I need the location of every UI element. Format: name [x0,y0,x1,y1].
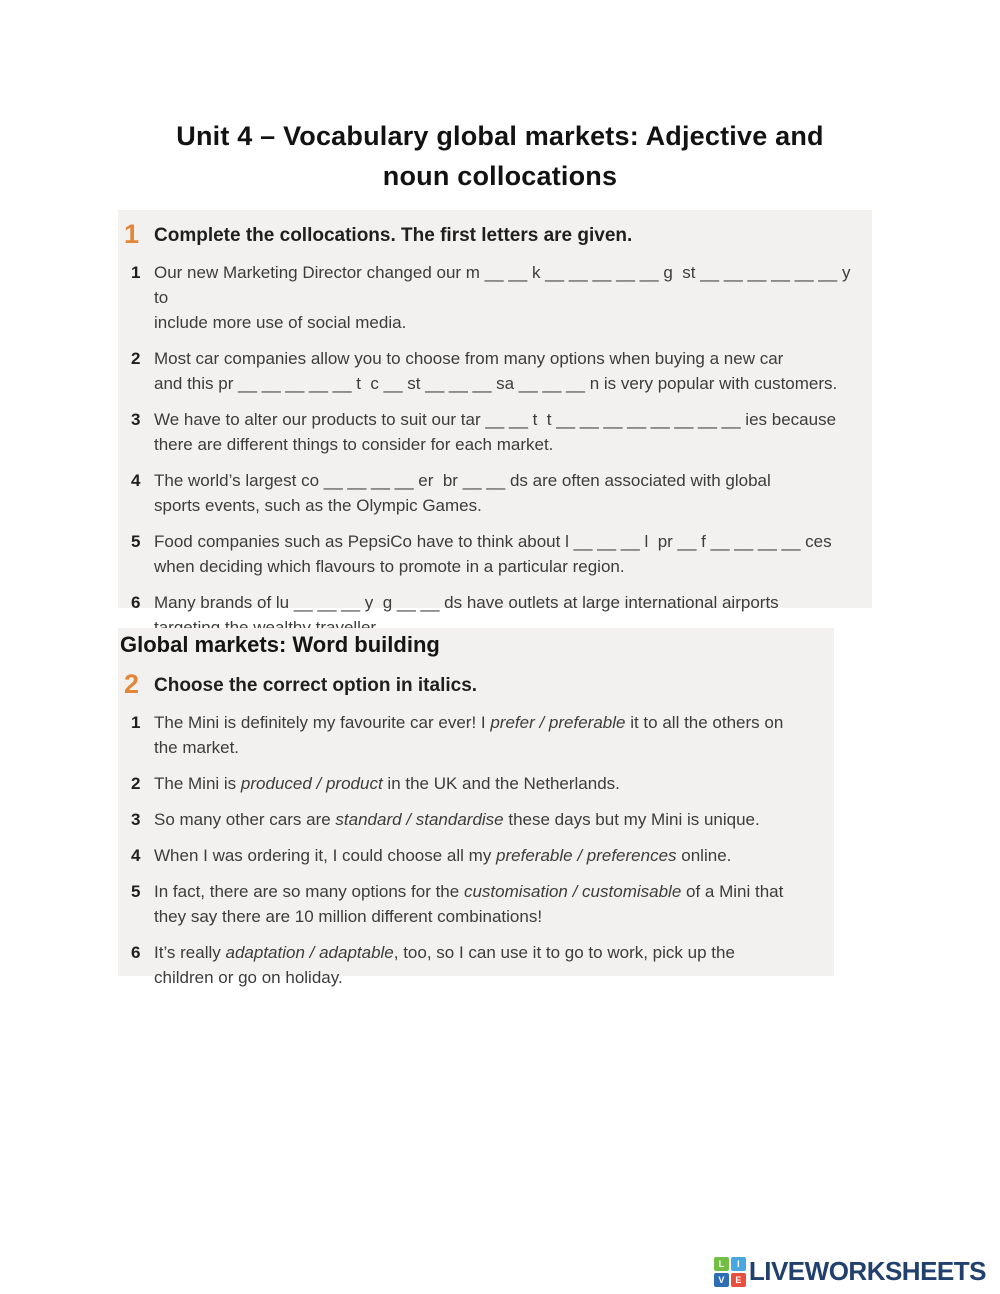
item-line [154,843,731,868]
item-line [154,904,783,929]
italic-option-choice[interactable]: prefer / preferable [490,713,626,732]
collocation-item [118,346,858,396]
liveworksheets-wordmark: LIVEWORKSHEETS [748,1256,986,1286]
page-title-line2: noun collocations [382,161,618,191]
item-line: Food companies such as PepsiCo have to think about l __ __ __ l pr __ f __ __ __ __ ces [154,532,832,551]
sentence-text: It’s really [154,943,226,962]
exercise1-header [118,220,872,256]
exercise2-item-list [118,710,834,990]
exercise1-box [118,210,872,612]
item-number: 1 [131,263,141,282]
item-line [154,807,760,832]
sentence-text: it to all the others on [625,713,784,732]
italic-option-choice[interactable]: preferable / preferences [496,846,677,865]
italic-option-choice[interactable]: customisation / customisable [463,882,682,901]
item-line: and this pr __ __ __ __ __ t c __ st __ __ __ sa __ __ __ n is very popular with customers. [154,374,838,393]
page-title-line1: Unit 4 – Vocabulary global markets: Adjective and [176,121,824,151]
sentence-text: they say there are 10 million different combinations! [154,907,543,926]
item-line: Most car companies allow you to choose from many options when buying a new car [154,349,784,368]
collocation-item [118,260,858,335]
item-text [154,260,858,335]
exercise2-instruction: Choose the correct option in italics. [154,675,478,696]
sentence-text: When I was ordering it, I could choose all my [154,846,497,865]
item-number: 3 [131,810,141,829]
item-number: 5 [131,882,141,901]
collocation-item [118,529,858,579]
sentence-text: online. [676,846,732,865]
item-line: Our new Marketing Director changed our m __ __ k __ __ __ __ __ g st __ __ __ __ __ __ y to [154,263,856,307]
page-title [0,116,1000,196]
item-line: include more use of social media. [154,313,407,332]
italic-option-choice[interactable]: produced / product [240,774,383,793]
item-number: 1 [131,713,141,732]
exercise1-item-list [118,260,872,640]
sentence-text: In fact, there are so many options for the [154,882,464,901]
item-line [154,965,735,990]
item-line [154,710,783,735]
item-line [154,771,620,796]
sentence-text: So many other cars are [154,810,336,829]
sentence-text: The Mini is [154,774,241,793]
item-text [154,710,783,760]
sentence-text: , too, so I can use it to go to work, pick up the [393,943,735,962]
item-number: 2 [131,349,141,368]
item-text [154,807,760,832]
exercise1-number: 1 [124,219,140,249]
sentence-text: the market. [154,738,240,757]
logo-tile-v: V [714,1273,729,1287]
item-text [154,346,837,396]
item-line: sports events, such as the Olympic Games. [154,496,482,515]
exercise1-instruction: Complete the collocations. The first letters are given. [154,225,633,246]
item-line [154,940,735,965]
exercise2-header [118,670,834,706]
item-number: 6 [131,593,141,612]
logo-tile-i: I [731,1257,746,1271]
item-number: 6 [131,943,141,962]
exercise2-box [118,628,834,987]
word-building-item [118,807,820,832]
item-text [154,879,783,929]
item-line: The world’s largest co __ __ __ __ er br __ __ ds are often associated with global [154,471,771,490]
word-building-item [118,843,820,868]
word-building-item [118,710,820,760]
item-text [154,468,771,518]
item-text [154,529,832,579]
item-line: there are different things to consider for each market. [154,435,554,454]
logo-tile-e: E [731,1273,746,1287]
item-line: when deciding which flavours to promote in a particular region. [154,557,625,576]
item-line [154,879,783,904]
item-line: We have to alter our products to suit our tar __ __ t t __ __ __ __ __ __ __ __ ies because [154,410,837,429]
item-number: 4 [131,846,141,865]
word-building-item [118,771,820,796]
item-number: 4 [131,471,141,490]
word-building-heading: Global markets: Word building [120,632,440,657]
item-number: 2 [131,774,141,793]
item-number: 3 [131,410,141,429]
sentence-text: The Mini is definitely my favourite car ever! I [154,713,491,732]
sentence-text: these days but my Mini is unique. [503,810,760,829]
liveworksheets-grid-icon [714,1257,746,1287]
sentence-text: in the UK and the Netherlands. [382,774,620,793]
item-line [154,735,783,760]
word-building-item [118,879,820,929]
exercise2-number: 2 [124,669,140,699]
item-number: 5 [131,532,141,551]
item-text [154,407,836,457]
item-text [154,843,731,868]
item-line: Many brands of lu __ __ __ y g __ __ ds have outlets at large international airports [154,593,779,612]
italic-option-choice[interactable]: standard / standardise [335,810,504,829]
logo-tile-l: L [714,1257,729,1271]
sentence-text: children or go on holiday. [154,968,343,987]
collocation-item [118,468,858,518]
word-building-item [118,940,820,990]
item-text [154,940,735,990]
item-text [154,771,620,796]
italic-option-choice[interactable]: adaptation / adaptable [225,943,394,962]
liveworksheets-logo[interactable] [714,1256,986,1287]
sentence-text: of a Mini that [681,882,784,901]
collocation-item [118,407,858,457]
